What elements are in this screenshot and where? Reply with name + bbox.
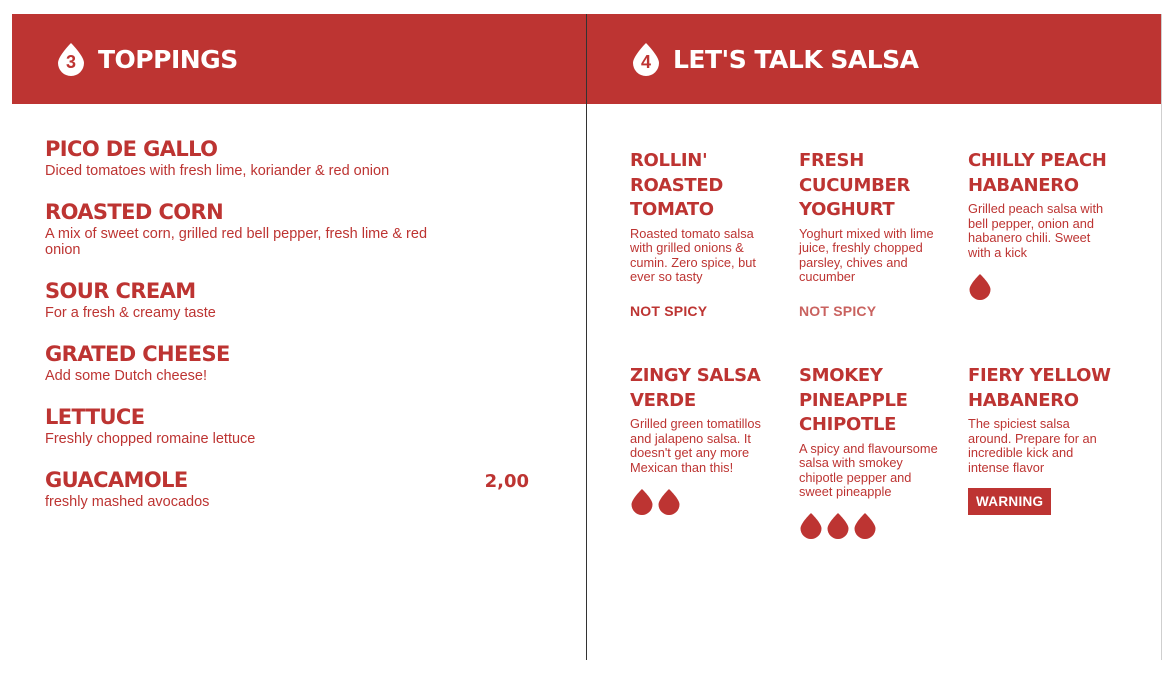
heat-indicator: [968, 272, 1116, 300]
toppings-list: [45, 136, 545, 530]
chili-drop-icon: [853, 512, 877, 539]
topping-price: 2,00: [484, 471, 529, 492]
chili-drop-icon: [826, 512, 850, 539]
topping-item: [45, 404, 545, 447]
topping-item: [45, 467, 545, 510]
salsa-name: FRESH CUCUMBER YOGHURT: [799, 150, 911, 220]
topping-description: Diced tomatoes with fresh lime, koriander & red onion: [45, 163, 390, 179]
topping-description: For a fresh & creamy taste: [45, 305, 216, 321]
salsa-name: ZINGY SALSA VERDE: [630, 365, 761, 411]
topping-name: LETTUCE: [45, 405, 145, 429]
drop-icon: [631, 42, 661, 76]
section-number: 3: [65, 52, 76, 72]
salsa-name: FIERY YELLOW HABANERO: [968, 365, 1111, 411]
topping-name: GUACAMOLE: [45, 468, 188, 492]
topping-name: ROASTED CORN: [45, 200, 224, 224]
salsa-description: Roasted tomato salsa with grilled onions & cumin. Zero spice, but ever so tasty: [630, 225, 756, 284]
salsa-name: CHILLY PEACH HABANERO: [968, 150, 1107, 196]
topping-description: Freshly chopped romaine lettuce: [45, 431, 256, 447]
topping-item: [45, 278, 545, 321]
topping-name: SOUR CREAM: [45, 279, 196, 303]
section-number: 4: [640, 52, 651, 72]
heat-label: NOT SPICY: [630, 302, 708, 319]
heat-indicator: [799, 297, 947, 325]
topping-description: Add some Dutch cheese!: [45, 368, 208, 384]
heat-drops: [630, 488, 681, 515]
chili-drop-icon: [799, 512, 823, 539]
heat-indicator: [630, 487, 778, 515]
salsa-item: [799, 364, 947, 540]
salsa-name: ROLLIN' ROASTED TOMATO: [630, 150, 723, 220]
salsa-description: Yoghurt mixed with lime juice, freshly chopped parsley, chives and cucumber: [799, 225, 934, 284]
salsa-item: [968, 149, 1116, 300]
salsa-item: [799, 149, 947, 325]
salsa-description: The spiciest salsa around. Prepare for an incredible kick and intense flavor: [968, 416, 1097, 475]
heat-drops: [799, 512, 877, 539]
salsa-item: [968, 364, 1116, 515]
topping-description: freshly mashed avocados: [45, 494, 210, 510]
heat-label: NOT SPICY: [799, 302, 877, 319]
salsa-description: A spicy and flavoursome salsa with smokey chipotle pepper and sweet pineapple: [799, 440, 938, 499]
salsa-description: Grilled green tomatillos and jalapeno salsa. It doesn't get any more Mexican than this!: [630, 416, 761, 475]
topping-item: [45, 341, 545, 384]
salsa-header: [587, 14, 1161, 104]
heat-drops: [968, 273, 992, 300]
salsa-panel: [587, 14, 1162, 660]
salsa-name: SMOKEY PINEAPPLE CHIPOTLE: [799, 365, 908, 435]
section-title: LET'S TALK SALSA: [673, 44, 919, 74]
topping-name: GRATED CHEESE: [45, 342, 230, 366]
chili-drop-icon: [968, 273, 992, 300]
toppings-header: [12, 14, 586, 104]
topping-item: [45, 199, 545, 258]
heat-indicator: [968, 487, 1116, 515]
drop-icon: [56, 42, 86, 76]
salsa-item: [630, 364, 778, 515]
salsa-item: [630, 149, 778, 325]
salsa-description: Grilled peach salsa with bell pepper, onion and habanero chili. Sweet with a kick: [968, 201, 1104, 260]
chili-drop-icon: [657, 488, 681, 515]
heat-indicator: [799, 512, 947, 540]
section-title: TOPPINGS: [98, 44, 238, 74]
warning-badge: WARNING: [968, 488, 1051, 515]
topping-name: PICO DE GALLO: [45, 137, 218, 161]
chili-drop-icon: [630, 488, 654, 515]
heat-indicator: [630, 297, 778, 325]
topping-description: A mix of sweet corn, grilled red bell pepper, fresh lime & red onion: [45, 226, 428, 258]
topping-item: [45, 136, 545, 179]
